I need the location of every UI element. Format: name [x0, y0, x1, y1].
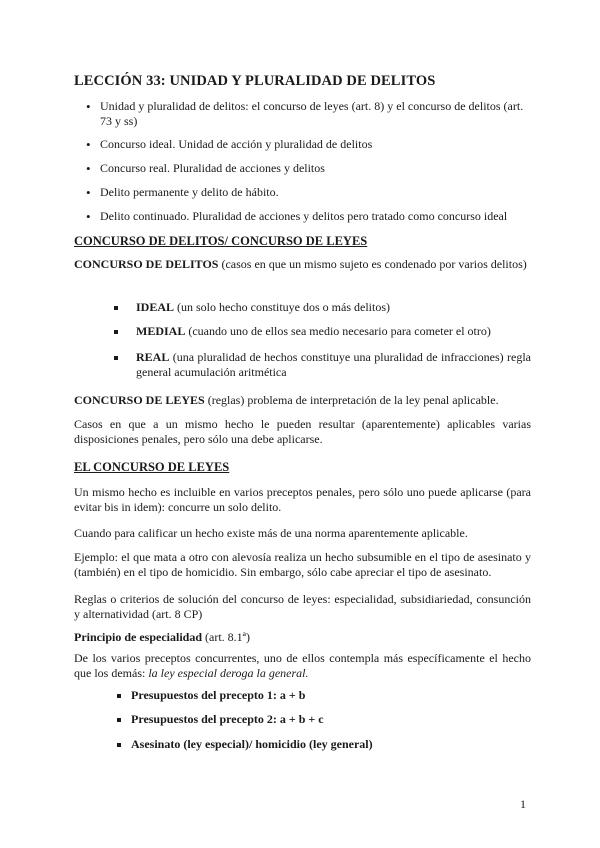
term-text: (reglas) problema de interpretación de la ley penal aplicable.	[204, 393, 499, 407]
bold-item	[131, 712, 531, 727]
concurso-leyes-paragraph	[74, 393, 531, 408]
sub-item-label: IDEAL	[136, 300, 175, 314]
italic-text: la ley especial deroga la general.	[148, 666, 309, 680]
page-title: LECCIÓN 33: UNIDAD Y PLURALIDAD DE DELITOS	[74, 73, 436, 89]
square-bullet	[117, 694, 121, 698]
bold-item-text: Asesinato (ley especial)/ homicidio (ley general)	[131, 737, 373, 751]
bullet-dot: •	[86, 99, 91, 114]
bullet-item	[86, 137, 530, 152]
sub-item-label: REAL	[136, 350, 170, 364]
bullet-dot: •	[86, 137, 91, 152]
page-number: 1	[520, 797, 526, 811]
bold-item	[131, 688, 531, 703]
especialidad-paragraph	[74, 651, 531, 681]
paragraph: Casos en que a un mismo hecho le pueden resultar (aparentemente) aplicables varias disposiciones penales, pero sólo una debe aplicarse.	[74, 417, 531, 446]
square-bullet	[114, 330, 118, 334]
bold-item-text: Presupuestos del precepto 1: a + b	[131, 688, 306, 702]
sub-item-label: MEDIAL	[136, 324, 186, 338]
paragraph: Ejemplo: el que mata a otro con alevosía realiza un hecho subsumible en el tipo de asesinato y (también) en el tipo de homicidio. Sin embargo, sólo cabe apreciar el tipo de asesinato.	[74, 550, 531, 579]
sub-item	[136, 300, 531, 315]
bullet-text: Delito continuado. Pluralidad de acciones y delitos pero tratado como concurso ideal	[100, 209, 508, 223]
paragraph: Cuando para calificar un hecho existe más de una norma aparentemente aplicable.	[74, 526, 468, 540]
term-label: Principio de especialidad	[74, 630, 203, 644]
sub-item	[136, 324, 531, 339]
section-heading: EL CONCURSO DE LEYES	[74, 460, 230, 474]
square-bullet	[117, 718, 121, 722]
bold-item	[131, 737, 531, 752]
bullet-text: Unidad y pluralidad de delitos: el concurso de leyes (art. 8) y el concurso de delitos (art. 73 y ss)	[100, 99, 524, 128]
term-label: CONCURSO DE LEYES	[74, 393, 205, 407]
square-bullet	[117, 743, 121, 747]
bullet-item	[86, 99, 530, 129]
term-text: (casos en que un mismo sujeto es condenado por varios delitos)	[218, 257, 527, 271]
bold-item-text: Presupuestos del precepto 2: a + b + c	[131, 712, 324, 726]
concurso-delitos-paragraph	[74, 257, 531, 272]
paragraph-text: De los varios preceptos concurrentes, uno de ellos contempla más específicamente el hecho que los demás:	[74, 651, 531, 680]
paragraph: Reglas o criterios de solución del concurso de leyes: especialidad, subsidiariedad, consunción y alternatividad (art. 8 CP)	[74, 592, 531, 621]
square-bullet	[114, 356, 118, 360]
principio-paragraph	[74, 630, 531, 645]
bullet-item	[86, 209, 530, 224]
bullet-text: Concurso real. Pluralidad de acciones y delitos	[100, 161, 325, 175]
square-bullet	[114, 306, 118, 310]
sub-item-text: (cuando uno de ellos sea medio necesario para cometer el otro)	[185, 324, 491, 338]
section-heading: CONCURSO DE DELITOS/ CONCURSO DE LEYES	[74, 234, 368, 248]
term-text: (art. 8.1ª)	[202, 630, 250, 644]
sub-item-text: (una pluralidad de hechos constituye una pluralidad de infracciones) regla general acumulación aritmética	[136, 350, 531, 379]
bullet-text: Concurso ideal. Unidad de acción y pluralidad de delitos	[100, 137, 373, 151]
bullet-text: Delito permanente y delito de hábito.	[100, 185, 279, 199]
bullet-dot: •	[86, 161, 91, 176]
sub-item-text: (un solo hecho constituye dos o más delitos)	[174, 300, 390, 314]
bullet-item	[86, 185, 530, 200]
paragraph: Un mismo hecho es incluible en varios preceptos penales, pero sólo uno puede aplicarse (para evitar bis in idem): concurre un solo delito.	[74, 485, 531, 514]
bullet-item	[86, 161, 530, 176]
bullet-dot: •	[86, 185, 91, 200]
bullet-dot: •	[86, 209, 91, 224]
term-label: CONCURSO DE DELITOS	[74, 257, 219, 271]
sub-item	[136, 350, 531, 380]
